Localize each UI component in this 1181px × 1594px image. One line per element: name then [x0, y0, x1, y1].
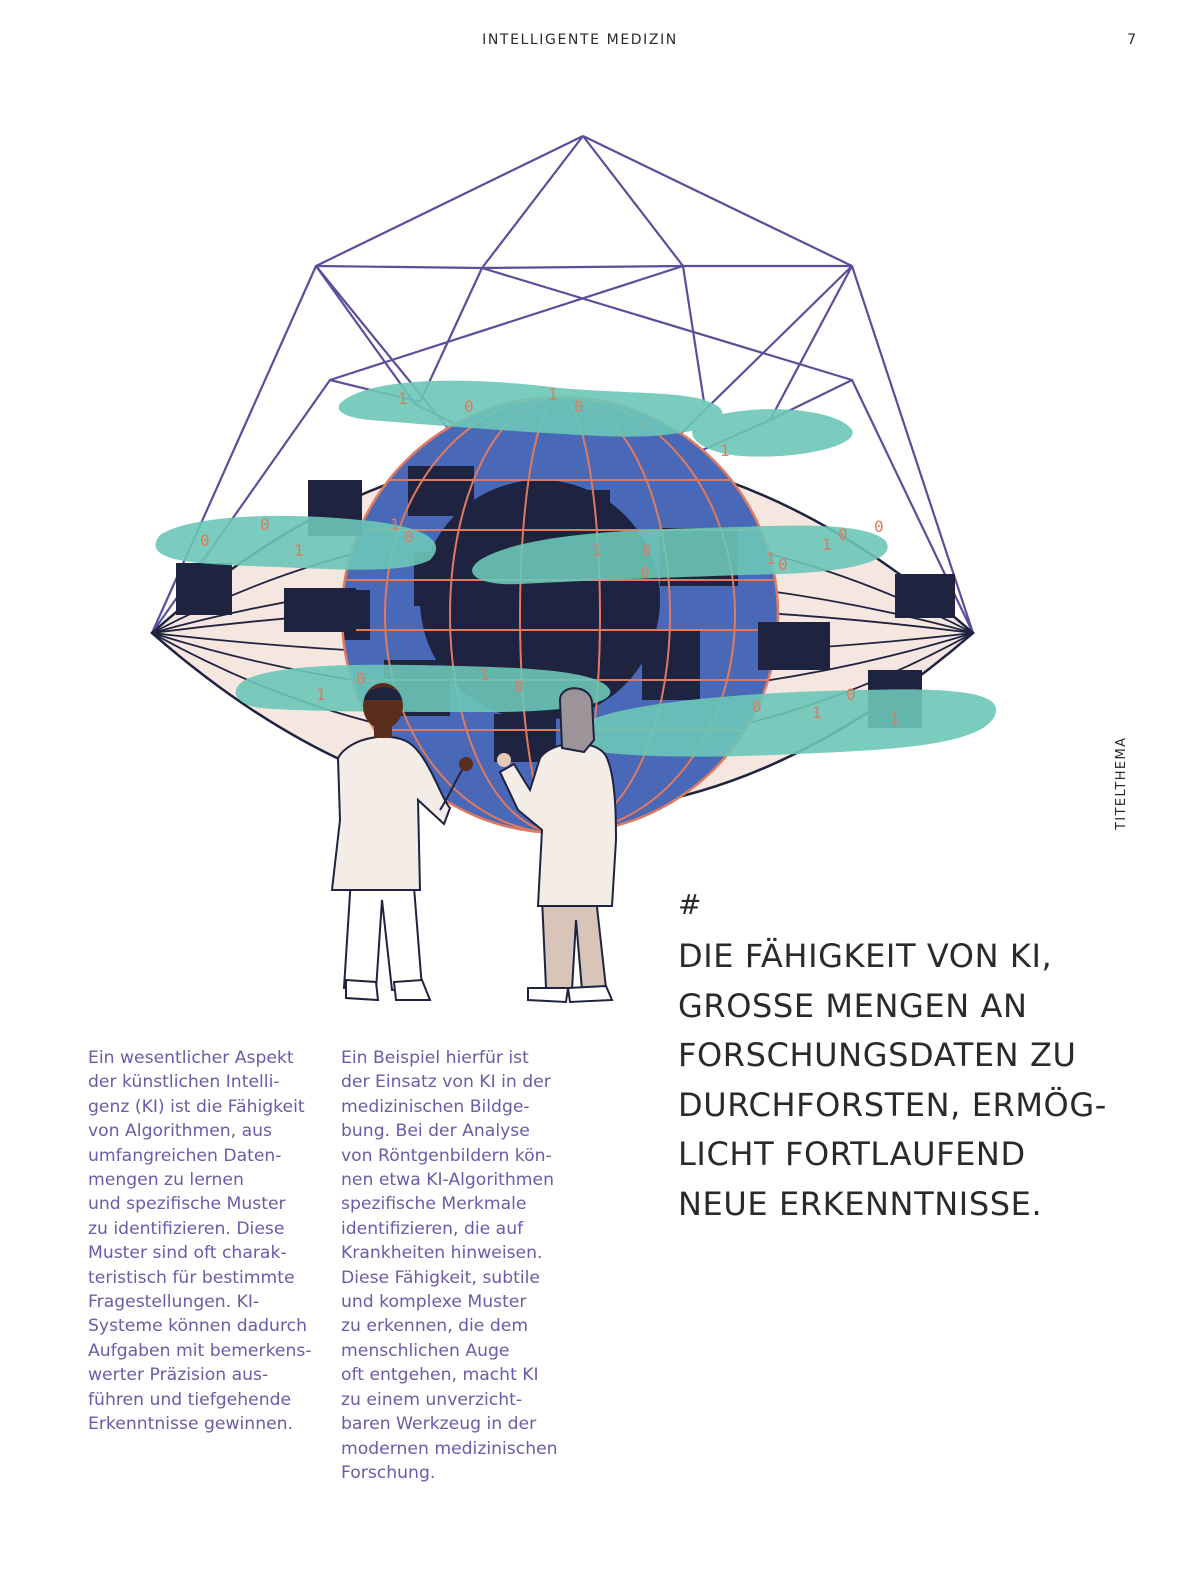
text-line: Erkenntnisse gewinnen.: [88, 1414, 294, 1435]
pull-quote-mark: #: [678, 888, 702, 921]
pull-quote: [678, 932, 1108, 1229]
binary-digit: 0: [752, 697, 762, 716]
binary-digit: 1: [890, 709, 900, 728]
body-paragraph-1: [88, 1046, 323, 1437]
text-line: zu einem unverzicht-: [341, 1389, 523, 1410]
text-line: teristisch für bestimmte: [88, 1267, 295, 1288]
text-line: umfangreichen Daten-: [88, 1145, 282, 1166]
binary-digit: 0: [356, 669, 366, 688]
binary-digit: 0: [778, 555, 788, 574]
page-number: 7: [1127, 32, 1136, 48]
binary-digit: 0: [574, 397, 584, 416]
text-line: Ein wesentlicher Aspekt: [88, 1048, 294, 1068]
text-line: werter Präzision aus-: [88, 1365, 269, 1386]
text-line: Systeme können dadurch: [88, 1316, 307, 1337]
pull-quote-line: LICHT FORTLAUFEND: [678, 1135, 1026, 1173]
text-line: Fragestellungen. KI-: [88, 1292, 260, 1313]
text-line: von Algorithmen, aus: [88, 1121, 272, 1142]
text-line: führen und tiefgehende: [88, 1389, 292, 1410]
binary-digit: 0: [838, 525, 848, 544]
text-line: genz (KI) ist die Fähigkeit: [88, 1096, 305, 1117]
binary-digit: 0: [200, 531, 210, 550]
text-line: von Röntgenbildern kön-: [341, 1145, 552, 1166]
pull-quote-line: DIE FÄHIGKEIT VON KI,: [678, 937, 1053, 975]
body-column-1: [88, 1046, 323, 1437]
text-line: Ein Beispiel hierfür ist: [341, 1048, 529, 1068]
text-line: menschlichen Auge: [341, 1340, 510, 1361]
body-paragraph-2: [341, 1046, 576, 1485]
text-line: zu erkennen, die dem: [341, 1316, 529, 1337]
binary-digit: 0: [514, 677, 524, 696]
binary-digit: 1: [822, 535, 832, 554]
pull-quote-line: DURCHFORSTEN, ERMÖG-: [678, 1085, 1107, 1124]
text-line: nen etwa KI-Algorithmen: [341, 1170, 554, 1191]
pull-quote-line: GROSSE MENGEN AN: [678, 986, 1028, 1025]
text-line: mengen zu lernen: [88, 1170, 244, 1191]
text-line: zu identifizieren. Diese: [88, 1218, 285, 1239]
pull-quote-line: FORSCHUNGSDATEN ZU: [678, 1036, 1077, 1074]
text-line: Muster sind oft charak-: [88, 1243, 287, 1264]
pull-quote-line: NEUE ERKENNTNISSE.: [678, 1184, 1043, 1223]
binary-digit: 0: [642, 541, 652, 560]
binary-digit: 1: [548, 385, 558, 404]
binary-digit: 0: [874, 517, 884, 536]
text-line: und komplexe Muster: [341, 1292, 527, 1313]
binary-digit: 0: [464, 397, 474, 416]
binary-digit: 1: [398, 389, 408, 408]
text-line: bung. Bei der Analyse: [341, 1121, 530, 1142]
binary-digit: 1: [720, 441, 730, 460]
binary-digit: 1: [480, 665, 490, 684]
text-line: der Einsatz von KI in der: [341, 1072, 551, 1093]
binary-digit: 1: [766, 549, 776, 568]
binary-digit: 1: [592, 541, 602, 560]
binary-digit: 1: [390, 515, 400, 534]
text-line: identifizieren, die auf: [341, 1218, 524, 1239]
text-line: modernen medizinischen: [341, 1438, 558, 1459]
running-title: INTELLIGENTE MEDIZIN: [482, 32, 678, 48]
text-line: medizinischen Bildge-: [341, 1096, 530, 1117]
text-line: Diese Fähigkeit, subtile: [341, 1267, 540, 1288]
text-line: Forschung.: [341, 1462, 436, 1483]
binary-digit: 0: [404, 527, 414, 546]
binary-digit: 0: [846, 685, 856, 704]
text-line: Krankheiten hinweisen.: [341, 1243, 543, 1264]
body-column-2: [341, 1046, 576, 1485]
text-line: baren Werkzeug in der: [341, 1414, 537, 1435]
binary-digit: 1: [316, 685, 326, 704]
text-line: der künstlichen Intelli-: [88, 1072, 280, 1093]
text-line: und spezifische Muster: [88, 1194, 286, 1215]
binary-digit: 0: [260, 515, 270, 534]
binary-digit: 0: [640, 563, 650, 582]
text-line: spezifische Merkmale: [341, 1194, 527, 1215]
text-line: Aufgaben mit bemerkens-: [88, 1340, 312, 1361]
text-line: oft entgehen, macht KI: [341, 1365, 539, 1386]
binary-digit: 1: [294, 541, 304, 560]
section-label: TITELTHEMA: [1114, 736, 1129, 830]
binary-digit: 1: [812, 703, 822, 722]
